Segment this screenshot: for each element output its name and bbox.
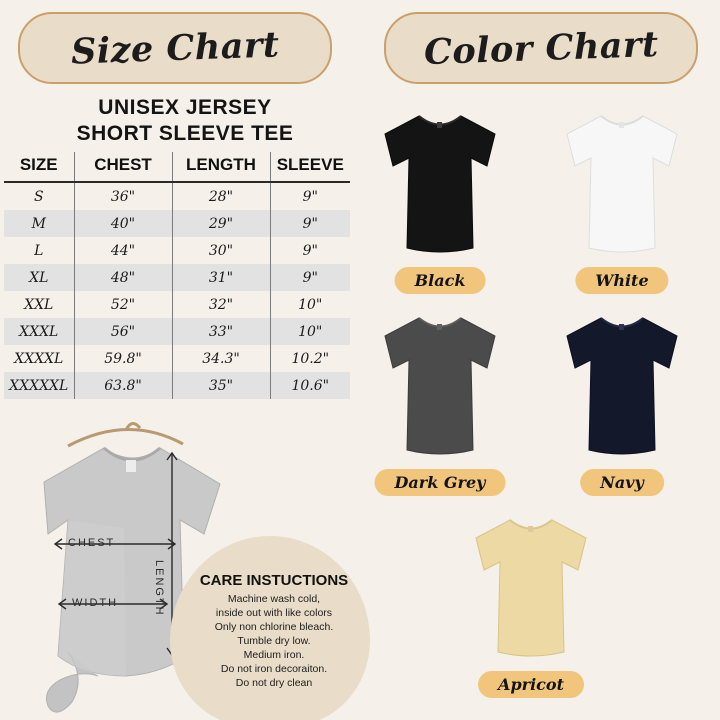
size-table (4, 152, 350, 399)
cell-sleeve: 10.6" (270, 372, 350, 399)
cell-chest: 44" (74, 237, 172, 264)
product-title-line1: UNISEX JERSEY (98, 96, 272, 119)
care-line: Machine wash cold, (227, 593, 321, 605)
color-swatch-dark-grey[interactable] (356, 302, 524, 498)
care-instructions (186, 572, 362, 690)
size-chart-title: Size Chart (70, 23, 280, 73)
hanger-icon (68, 423, 183, 446)
cell-sleeve: 10.2" (270, 345, 350, 372)
column-header-sleeve: SLEEVE (270, 152, 350, 182)
cell-chest: 63.8" (74, 372, 172, 399)
care-line: Only non chlorine bleach. (214, 621, 334, 633)
table-header-row (4, 152, 350, 182)
tshirt-shape (385, 116, 495, 252)
cell-length: 33" (172, 318, 270, 345)
chest-measure-label: CHEST (68, 537, 116, 549)
table-row (4, 291, 350, 318)
care-line: Tumble dry low. (237, 635, 311, 647)
table-row (4, 372, 350, 399)
care-instructions-title: CARE INSTUCTIONS (199, 572, 349, 589)
cell-size: XXL (24, 296, 54, 313)
cell-sleeve: 9" (270, 182, 350, 210)
care-line: Do not iron decoraiton. (220, 663, 328, 675)
cell-size: XXXXXL (4, 372, 74, 399)
cell-size: XXXL (4, 318, 74, 345)
cell-length: 29" (172, 210, 270, 237)
color-label: Black (395, 267, 486, 294)
color-label: Apricot (478, 671, 584, 698)
color-chart-title: Color Chart (423, 23, 659, 73)
color-swatch-black[interactable] (356, 100, 524, 296)
length-measure-label: LENGTH (153, 560, 165, 617)
column-header-length: LENGTH (172, 152, 270, 182)
cell-size: M (4, 210, 74, 237)
cell-length: 34.3" (172, 345, 270, 372)
cell-size: XL (4, 264, 74, 291)
cell-length: 30" (172, 237, 270, 264)
table-row (4, 210, 350, 237)
care-line: Medium iron. (243, 649, 305, 661)
care-line: inside out with like colors (215, 607, 333, 619)
cell-chest: 48" (74, 264, 172, 291)
cell-length: 28" (172, 182, 270, 210)
tshirt-shape (476, 520, 586, 656)
width-measure-label: WIDTH (72, 597, 119, 609)
cell-sleeve: 9" (270, 210, 350, 237)
cell-sleeve: 10" (270, 291, 350, 318)
color-label: Navy (580, 469, 664, 496)
color-label: Dark Grey (375, 469, 506, 496)
color-label: White (575, 267, 668, 294)
cell-sleeve: 10" (270, 318, 350, 345)
cell-chest: 56" (74, 318, 172, 345)
table-row (4, 318, 350, 345)
cell-sleeve: 9" (270, 264, 350, 291)
color-chart-banner (384, 12, 698, 84)
table-row (4, 182, 350, 210)
cell-size: L (34, 242, 44, 259)
cell-chest: 36" (74, 182, 172, 210)
table-row (4, 264, 350, 291)
color-swatch-apricot[interactable] (447, 504, 615, 700)
tshirt-shape (567, 318, 677, 454)
cell-length: 31" (172, 264, 270, 291)
size-chart-banner (18, 12, 332, 84)
cell-size: XXXXL (14, 350, 64, 367)
column-header-size: SIZE (4, 152, 74, 182)
product-title-line2: SHORT SLEEVE TEE (76, 122, 294, 145)
column-header-chest: CHEST (74, 152, 172, 182)
cell-length: 32" (172, 291, 270, 318)
care-line: Do not dry clean (235, 677, 313, 689)
table-row (4, 345, 350, 372)
cell-length: 35" (172, 372, 270, 399)
color-swatch-white[interactable] (538, 100, 706, 296)
cell-size: S (33, 188, 44, 205)
tshirt-shape (567, 116, 677, 252)
product-title (10, 95, 360, 147)
color-swatch-navy[interactable] (538, 302, 706, 498)
table-row (4, 237, 350, 264)
cell-sleeve: 9" (270, 237, 350, 264)
cell-chest: 59.8" (74, 345, 172, 372)
cell-chest: 52" (74, 291, 172, 318)
cell-chest: 40" (74, 210, 172, 237)
tshirt-shape (385, 318, 495, 454)
